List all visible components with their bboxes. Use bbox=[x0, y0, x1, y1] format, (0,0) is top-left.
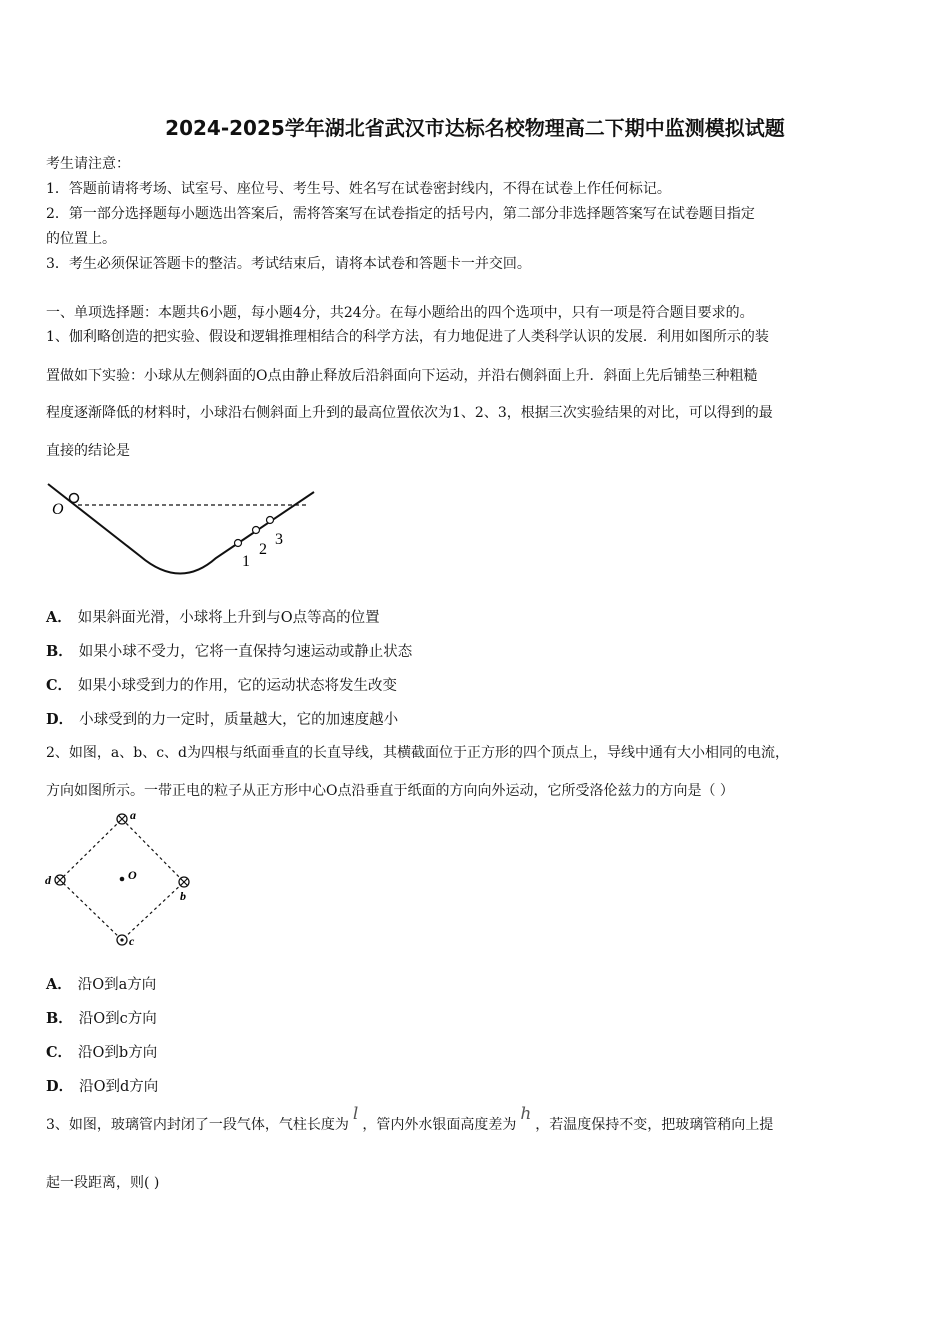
q1-text-line: 程度逐渐降低的材料时，小球沿右侧斜面上升到的最高位置依次为1、2、3，根据三次实验结果的对比，可以得到的最 bbox=[46, 405, 773, 421]
page-title: 2024-2025学年湖北省武汉市达标名校物理高二下期中监测模拟试题 bbox=[165, 116, 785, 140]
label-b: b bbox=[180, 889, 186, 903]
ramp-curve bbox=[48, 484, 314, 574]
mark-1-label: 1 bbox=[242, 553, 250, 570]
notice-item: 1．答题前请将考场、试室号、座位号、考生号、姓名写在试卷密封线内，不得在试卷上作任何标记。 bbox=[46, 181, 671, 197]
notice-heading: 考生请注意： bbox=[46, 156, 130, 172]
q2-option-c: C． 沿O到b方向 bbox=[46, 1044, 158, 1061]
q2-text-line: 方向如图所示。一带正电的粒子从正方形中心O点沿垂直于纸面的方向向外运动，它所受洛伦兹力的方向是（ ） bbox=[46, 783, 734, 799]
q2-option-a: A． 沿O到a方向 bbox=[46, 976, 157, 993]
wire-b-into-page bbox=[179, 877, 189, 887]
ball bbox=[70, 494, 79, 503]
notice-item: 3．考生必须保证答题卡的整洁。考试结束后，请将本试卷和答题卡一并交回。 bbox=[46, 256, 531, 272]
q1-option-c: C． 如果小球受到力的作用，它的运动状态将发生改变 bbox=[46, 677, 398, 694]
label-c: c bbox=[129, 934, 135, 948]
q1-text-line: 置做如下实验：小球从左侧斜面的O点由静止释放后沿斜面向下运动，并沿右侧斜面上升．斜面上先后铺垫三种粗糙 bbox=[46, 368, 758, 384]
q2-option-d: D． 沿O到d方向 bbox=[46, 1078, 159, 1095]
q2-wire-square-figure bbox=[40, 808, 200, 950]
q1-text-line: 1、伽利略创造的把实验、假设和逻辑推理相结合的科学方法，有力地促进了人类科学认识的发展．利用如图所示的装 bbox=[46, 329, 769, 345]
q2-text-line: 2、如图，a、b、c、d为四根与纸面垂直的长直导线，其横截面位于正方形的四个顶点上，导线中通有大小相同的电流， bbox=[46, 745, 790, 761]
q3-var-l: l bbox=[352, 1104, 359, 1124]
label-a: a bbox=[130, 808, 136, 822]
wire-c-out-of-page bbox=[117, 935, 127, 945]
q3-var-h: h bbox=[520, 1104, 532, 1124]
section-heading: 一、单项选择题：本题共6小题，每小题4分，共24分。在每小题给出的四个选项中，只有一项是符合题目要求的。 bbox=[46, 305, 754, 321]
q3-text-line: 3、如图，玻璃管内封闭了一段气体，气柱长度为l，管内外水银面高度差为h，若温度保持不变，把玻璃管稍向上提 bbox=[46, 1104, 774, 1133]
q1-option-a: A． 如果斜面光滑，小球将上升到与O点等高的位置 bbox=[46, 609, 380, 626]
label-o: O bbox=[128, 868, 137, 882]
ball-position-1 bbox=[235, 540, 242, 547]
q1-option-b: B． 如果小球不受力，它将一直保持匀速运动或静止状态 bbox=[46, 643, 413, 660]
q1-ramp-figure bbox=[44, 478, 324, 588]
wire-a-into-page bbox=[117, 814, 127, 824]
mark-2-label: 2 bbox=[259, 541, 267, 558]
q1-option-d: D． 小球受到的力一定时，质量越大，它的加速度越小 bbox=[46, 711, 399, 728]
q2-option-b: B． 沿O到c方向 bbox=[46, 1010, 157, 1027]
q3-text-line: 起一段距离，则( ) bbox=[46, 1175, 160, 1191]
ball-position-2 bbox=[253, 527, 260, 534]
notice-item: 的位置上。 bbox=[46, 231, 116, 247]
center-point-o bbox=[120, 877, 125, 882]
notice-item: 2．第一部分选择题每小题选出答案后，需将答案写在试卷指定的括号内，第二部分非选择题答案写在试卷题目指定 bbox=[46, 206, 755, 222]
point-o-label: O bbox=[52, 501, 64, 518]
mark-3-label: 3 bbox=[275, 531, 283, 548]
q1-text-line: 直接的结论是 bbox=[46, 443, 130, 459]
ball-position-3 bbox=[267, 517, 274, 524]
label-d: d bbox=[45, 873, 51, 887]
wire-d-into-page bbox=[55, 875, 65, 885]
